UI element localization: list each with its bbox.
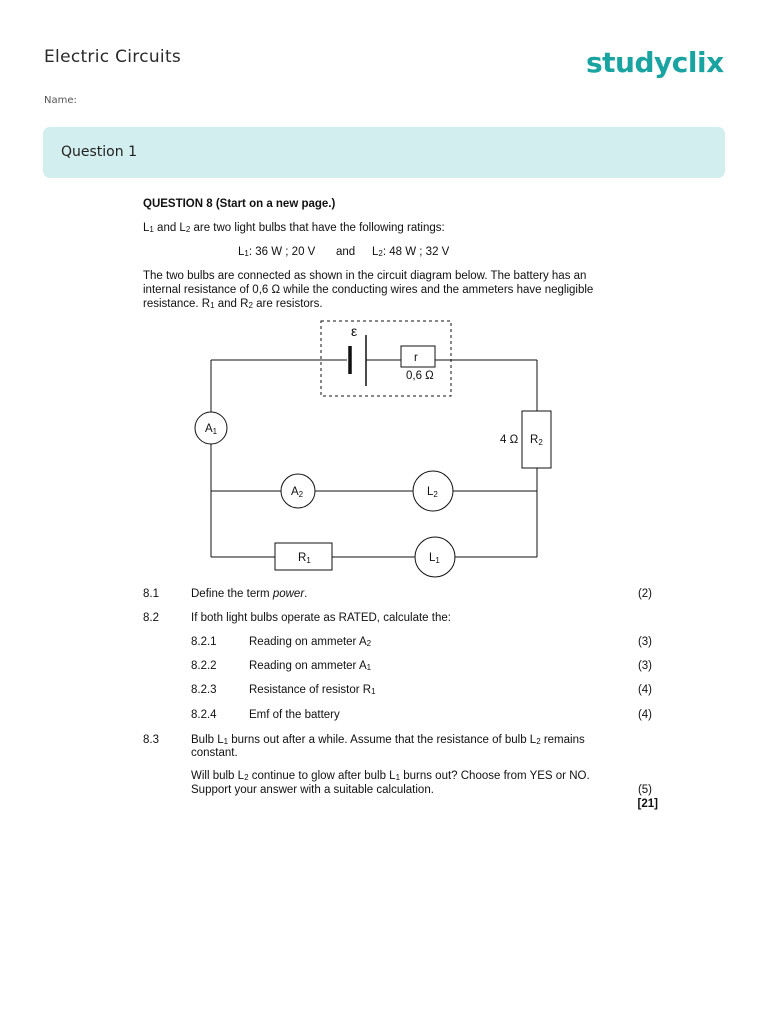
internal-r-value: 0,6 Ω xyxy=(406,370,434,382)
item-8-3-line-1: Bulb $L_1$ burns out after a while. Assume that the resistance of bulb $L_2$ remains xyxy=(191,734,585,746)
r2-value: 4 Ω xyxy=(500,434,519,446)
item-8-3-line-4: Support your answer with a suitable calculation. xyxy=(191,784,434,796)
a2-label: A2 xyxy=(291,486,304,499)
item-8-3-marks: (5) xyxy=(637,784,652,796)
item-8-2-3-text: Resistance of resistor $R_1$ xyxy=(249,684,376,696)
item-8-3-line-3: Will bulb $L_2$ continue to glow after bulb $L_1$ burns out? Choose from YES or NO. xyxy=(191,770,590,782)
doc-title: Electric Circuits xyxy=(44,47,182,67)
desc-line-1: The two bulbs are connected as shown in the circuit diagram below. The battery has an xyxy=(143,270,587,282)
a1-label: A1 xyxy=(205,423,218,436)
item-8-2-3-num: 8.2.3 xyxy=(191,684,217,696)
item-8-2-2-marks: (3) xyxy=(637,660,652,672)
emf-label: ε xyxy=(351,323,358,339)
item-8-2-2-text: Reading on ammeter $A_1$ xyxy=(249,660,372,672)
item-8-2-4-text: Emf of the battery xyxy=(249,709,340,721)
rating-and: and xyxy=(336,246,356,258)
l1-label: L1 xyxy=(429,552,440,565)
item-8-2-1-num: 8.2.1 xyxy=(191,636,217,648)
item-8-2-4-marks: (4) xyxy=(637,709,652,721)
item-8-2-4-num: 8.2.4 xyxy=(191,709,217,721)
total-marks: [21] xyxy=(637,798,658,810)
item-8-3-line-2: constant. xyxy=(191,747,238,759)
r1-label: R1 xyxy=(298,552,311,565)
desc-line-3: resistance. $R_1$ and $R_2$ are resistors. xyxy=(143,298,323,310)
item-8-3-num: 8.3 xyxy=(143,734,159,746)
question-heading: QUESTION 8 (Start on a new page.) xyxy=(143,198,336,210)
question-banner-label: Question 1 xyxy=(61,144,137,160)
item-8-2-2-num: 8.2.2 xyxy=(191,660,217,672)
item-8-2-1-text: Reading on ammeter $A_2$ xyxy=(249,636,372,648)
item-8-1-text: Define the term power. xyxy=(191,588,308,600)
item-8-1-marks: (2) xyxy=(637,588,652,600)
desc-line-2: internal resistance of 0,6 Ω while the conducting wires and the ammeters have negligible xyxy=(143,284,594,296)
internal-resistor xyxy=(401,346,435,367)
intro-text: $L_1$ and $L_2$ are two light bulbs that have the following ratings: xyxy=(143,222,445,234)
rating-l1: $L_1$: 36 W ; 20 V xyxy=(238,246,316,258)
l2-label: L2 xyxy=(427,486,438,499)
item-8-2-num: 8.2 xyxy=(143,612,159,624)
studyclix-logo[interactable]: studyclix xyxy=(586,46,724,79)
item-8-1-num: 8.1 xyxy=(143,588,159,600)
name-label: Name: xyxy=(44,95,77,106)
r2-label: R2 xyxy=(530,434,543,447)
item-8-2-3-marks: (4) xyxy=(637,684,652,696)
rating-l2: $L_2$: 48 W ; 32 V xyxy=(372,246,450,258)
item-8-2-text: If both light bulbs operate as RATED, calculate the: xyxy=(191,612,451,624)
internal-r-label: r xyxy=(414,352,418,364)
item-8-2-1-marks: (3) xyxy=(637,636,652,648)
